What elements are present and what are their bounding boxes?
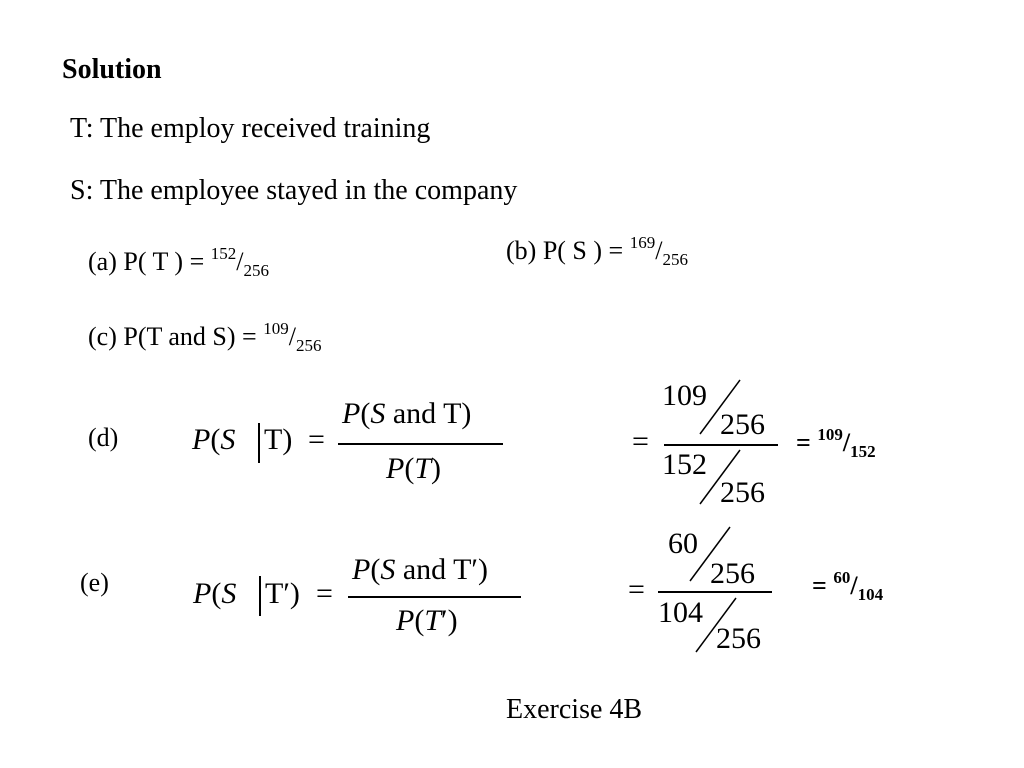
- part-d-result-denominator: 152: [850, 442, 876, 461]
- part-d-frac-num-and: and T): [385, 397, 472, 430]
- part-d-result: [796, 425, 876, 462]
- part-b-label: (b) P( S ) =: [506, 236, 630, 265]
- part-e-frac-num-p: P: [352, 553, 371, 586]
- part-d-frac-num-p: P: [342, 397, 361, 430]
- part-d-lhs-rest: [264, 423, 292, 457]
- part-a: [88, 244, 269, 281]
- part-d-lhs: [192, 423, 235, 457]
- part-d-frac-numerator: [342, 397, 471, 431]
- part-d-top-numerator: 109: [662, 379, 707, 412]
- part-e-frac-num-s: S: [380, 553, 396, 586]
- part-e-result-eq: =: [812, 571, 834, 600]
- part-d-lhs-p: P: [192, 423, 211, 456]
- part-a-numerator: 152: [210, 244, 237, 263]
- part-a-label: (a) P( T ) =: [88, 247, 211, 276]
- part-e-equals: =: [316, 577, 333, 610]
- part-e-compound-bar: [658, 591, 772, 593]
- part-d-result-eq: =: [796, 428, 818, 457]
- solution-heading: Solution: [62, 54, 162, 85]
- part-d-given-bar: [258, 423, 260, 463]
- part-e-result-denominator: 104: [857, 585, 884, 604]
- part-c-numerator: 109: [263, 319, 289, 338]
- part-e-top-numerator: 60: [668, 527, 698, 560]
- part-a-slash: /: [236, 247, 244, 276]
- part-d-result-slash: /: [842, 428, 851, 457]
- part-d-frac-num-s: S: [370, 397, 386, 430]
- part-d-compound-bar: [664, 444, 778, 446]
- part-d-frac-num-open: (: [360, 397, 371, 430]
- part-d-bottom-numerator: 152: [662, 448, 707, 481]
- part-c-label: (c) P(T and S) =: [88, 322, 264, 351]
- part-e-bottom-numerator: 104: [658, 596, 703, 629]
- part-d-equals-2: =: [632, 425, 649, 458]
- part-e-given-bar: [259, 576, 261, 616]
- part-e-frac-num-open: (: [370, 553, 381, 586]
- definition-s: S: The employee stayed in the company: [70, 175, 518, 206]
- part-d-top-denominator: 256: [720, 408, 765, 441]
- part-a-denominator: 256: [243, 261, 269, 280]
- part-d-lhs-s: S: [220, 423, 236, 456]
- part-e-label: (e): [80, 568, 109, 597]
- part-e-bottom-denominator: 256: [716, 622, 761, 655]
- part-e-frac-den-open: (: [414, 604, 425, 637]
- part-e-frac-den-p: P: [396, 604, 415, 637]
- part-e-lhs-rest: [265, 577, 300, 611]
- part-e-frac-num-and: and T′): [395, 553, 488, 586]
- part-e-frac-den-close: ′): [441, 604, 458, 637]
- part-c-slash: /: [288, 322, 296, 351]
- part-d-frac-denominator: [386, 452, 441, 486]
- part-c-denominator: 256: [295, 336, 322, 355]
- definition-t: T: The employ received training: [70, 113, 431, 144]
- part-e-lhs-s: S: [221, 577, 237, 610]
- part-d-result-numerator: 109: [817, 425, 843, 444]
- part-d-label: (d): [88, 423, 119, 452]
- part-e-fraction-bar: [348, 596, 521, 598]
- part-e-result: [812, 568, 883, 605]
- part-b-numerator: 169: [629, 233, 656, 252]
- part-e-lhs-p: P: [193, 577, 212, 610]
- part-e-top-denominator: 256: [710, 557, 755, 590]
- part-b-denominator: 256: [662, 250, 688, 269]
- part-c: [88, 319, 321, 356]
- part-e-result-slash: /: [850, 571, 858, 600]
- part-b: [506, 233, 688, 270]
- exercise-label: Exercise 4B: [506, 694, 643, 725]
- part-d-frac-den-close: ): [431, 452, 442, 485]
- part-e-frac-denominator: [396, 604, 458, 638]
- part-d-frac-den-t: T: [414, 452, 432, 485]
- part-d-bottom-denominator: 256: [720, 476, 765, 509]
- part-d-fraction-bar: [338, 443, 503, 445]
- part-d-equals: =: [308, 423, 325, 456]
- part-e-lhs-open: (: [211, 577, 222, 610]
- part-e-frac-numerator: [352, 553, 488, 587]
- part-e-equals-2: =: [628, 573, 645, 606]
- part-d-lhs-open: (: [210, 423, 221, 456]
- part-e-lhs-given: T′: [265, 577, 290, 610]
- part-b-slash: /: [655, 236, 663, 265]
- part-e-lhs-close: ): [289, 577, 300, 610]
- part-d-lhs-close: ): [282, 423, 293, 456]
- part-d-frac-den-p: P: [386, 452, 405, 485]
- part-d-frac-den-open: (: [404, 452, 415, 485]
- part-e-frac-den-t: T: [424, 604, 442, 637]
- part-e-lhs: [193, 577, 236, 611]
- part-e-result-numerator: 60: [833, 568, 851, 587]
- part-d-lhs-given: T: [264, 423, 283, 456]
